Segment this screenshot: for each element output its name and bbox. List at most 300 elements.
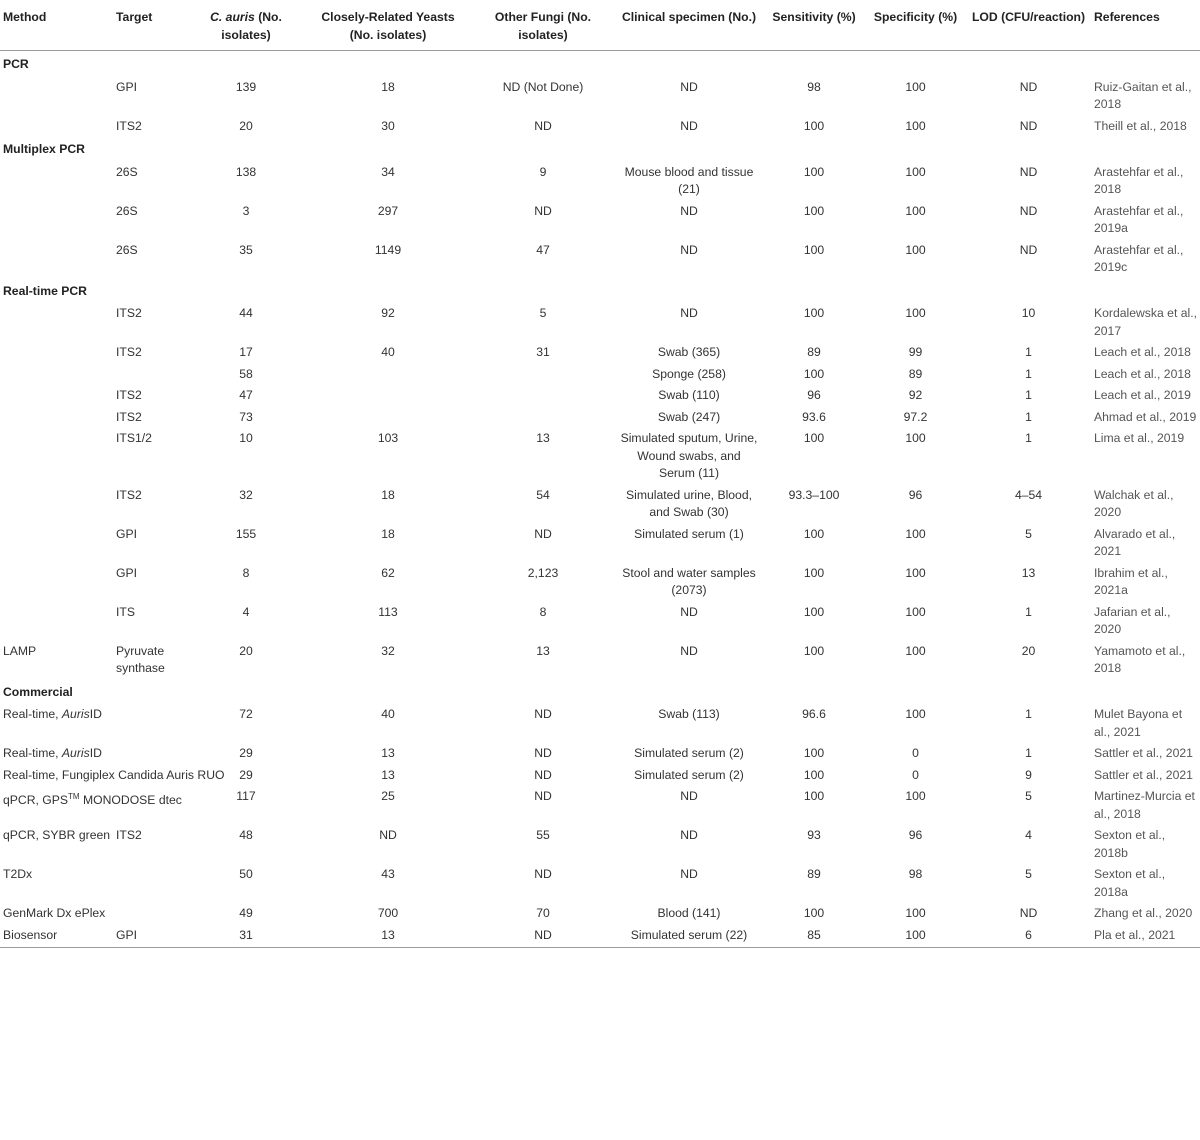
cell-other: ND [534,767,552,782]
cell-closely: 25 [381,789,395,803]
column-header-label: Clinical specimen (No.) [621,10,757,24]
cell-clinical: ND [680,203,698,218]
cell-target: Pyruvate synthase [116,643,165,675]
cell-spec: 100 [905,203,926,218]
table-row [0,115,1200,137]
table-row [0,363,1200,385]
cell-sens: 96.6 [802,707,826,721]
cell-lod: 1 [1025,707,1032,721]
section-row [0,278,1200,303]
method-superscript: TM [68,792,80,801]
cell-spec: 100 [905,118,926,133]
table-row [0,523,1200,562]
table-row [0,703,1200,742]
cell-method [0,239,113,278]
table-row [0,902,1200,924]
cell-target: GPI [116,565,137,580]
cell-sens: 100 [803,431,825,445]
cell-clinical: Simulated serum (1) [634,526,744,541]
table-header [0,0,1200,51]
table-body [0,51,1200,948]
cell-cauris: 117 [236,789,256,803]
cell-other: 2,123 [527,565,559,580]
cell-cauris: 31 [187,924,305,948]
cell-target [113,363,187,385]
cell-sens: 96 [807,388,821,402]
cell-other [471,363,615,385]
cell-lod: 10 [1021,306,1036,320]
cell-closely: 30 [381,118,395,133]
cell-clinical: Stool and water samples (2073) [622,565,756,597]
cell-spec: 100 [905,431,926,445]
cell-lod: ND [1019,242,1038,257]
method-text-suffix: ID [89,707,102,721]
cell-cauris: 139 [235,79,257,94]
column-header-label: Specificity (%) [873,10,958,24]
cell-spec: 100 [905,79,926,94]
cell-closely: 700 [377,906,399,920]
cell-closely: 18 [381,79,395,94]
cell-method: qPCR, SYBR green [3,828,111,842]
cell-lod: 20 [1021,643,1036,658]
cell-lod: 1 [1025,746,1032,760]
cell-target: ITS1/2 [116,431,152,445]
cell-cauris: 73 [239,409,253,424]
cell-closely [305,363,471,385]
cell-closely [305,406,471,428]
table-row [0,484,1200,523]
cell-target: ITS2 [116,388,142,402]
cell-method [0,161,113,200]
cell-target: 26S [116,164,138,179]
cell-spec: 100 [905,306,926,320]
cell-sens: 100 [803,164,825,179]
cell-cauris: 72 [239,707,253,721]
cell-spec: 100 [905,604,926,619]
table-row [0,601,1200,640]
cell-sens: 100 [803,604,825,619]
cell-other: 9 [539,164,547,179]
cell-method [0,76,113,115]
cell-lod: 5 [1025,867,1032,881]
cell-other: 5 [539,306,547,320]
cell-closely: 62 [381,565,395,580]
cell-closely: 32 [381,643,395,658]
cell-lod: 1 [1025,431,1032,445]
cell-refs: Yamamoto et al., 2018 [1094,643,1186,675]
cell-clinical: ND [680,242,698,257]
cell-sens: 100 [803,203,825,218]
cell-sens: 89 [807,867,821,881]
method-text: Real-time, [3,746,62,760]
cell-other: ND [534,203,552,218]
cell-refs: Theill et al., 2018 [1094,118,1187,133]
cell-lod: 9 [1025,767,1032,782]
column-header-label: Method [3,10,47,24]
cell-clinical: ND [680,867,698,881]
cell-closely: 113 [378,604,398,619]
cell-sens: 93 [807,828,821,842]
cell-method [0,115,113,137]
cell-other: 13 [536,643,550,658]
cell-target: 26S [116,242,138,257]
cell-refs: Lima et al., 2019 [1094,431,1185,445]
table-row [0,824,1200,863]
cell-method: T2Dx [3,867,33,881]
cell-method [0,427,113,484]
table-row [0,161,1200,200]
cell-sens: 100 [803,242,825,257]
cell-lod: 5 [1025,789,1032,803]
cell-sens: 100 [803,306,825,320]
cell-closely: 1149 [374,242,402,257]
cell-lod: 1 [1025,409,1032,424]
cell-clinical: Blood (141) [657,906,721,920]
cell-spec: 100 [905,242,926,257]
cell-spec: 100 [905,707,926,721]
cell-refs: Sexton et al., 2018b [1094,828,1166,860]
cell-method [0,200,113,239]
cell-spec: 100 [905,789,926,803]
cell-clinical: ND [680,118,698,133]
cell-method [0,742,113,764]
header-row [0,0,1200,51]
cell-other: 54 [536,487,550,502]
table-row [0,562,1200,601]
cell-cauris: 49 [239,906,253,920]
cell-spec: 98 [908,867,923,881]
cell-clinical: ND [680,789,698,803]
cell-cauris: 3 [242,203,250,218]
cell-clinical: Swab (113) [658,707,720,721]
column-header-sens [763,0,865,51]
cell-clinical: Swab (247) [657,409,721,424]
table-row [0,200,1200,239]
cell-closely: 13 [381,746,395,760]
cell-cauris: 155 [235,526,257,541]
table-row [0,742,1200,764]
cell-closely: 18 [381,526,395,541]
cell-other: 13 [536,431,550,445]
cell-target: ITS2 [116,828,142,842]
cell-other: ND [534,746,552,760]
table-row [0,239,1200,278]
method-text: qPCR, GPS [3,793,69,808]
cell-closely: ND [379,828,397,842]
cell-closely [305,384,471,406]
cell-spec: 99 [908,345,923,359]
cell-refs: Kordalewska et al., 2017 [1094,306,1197,338]
cell-refs: Sattler et al., 2021 [1094,746,1193,760]
cell-closely: 92 [381,306,395,320]
cell-spec: 97.2 [903,409,928,424]
cell-closely: 13 [305,924,471,948]
cell-clinical: Simulated serum (2) [634,746,744,760]
cell-target: ITS [116,604,135,619]
cell-clinical: Swab (365) [657,345,721,359]
column-header-label: Closely-Related Yeasts (No. isolates) [321,10,455,42]
cell-closely: 40 [381,707,395,721]
section-row [0,679,1200,704]
cell-method: LAMP [3,643,37,658]
method-text: Real-time, [3,707,62,721]
cell-sens: 100 [803,767,825,782]
column-header-method [0,0,113,51]
cell-cauris: 10 [239,431,253,445]
cell-clinical: ND [680,306,698,320]
table-row [0,640,1200,679]
section-row [0,136,1200,161]
cell-method [0,703,113,742]
cell-spec: 100 [905,526,926,541]
cell-clinical: Simulated serum (2) [634,767,744,782]
cell-cauris: 35 [239,242,253,257]
cell-sens: 100 [803,366,825,381]
cell-spec: 100 [905,906,926,920]
table-row [0,764,1200,786]
table-row [0,406,1200,428]
cell-target: ITS2 [116,487,142,502]
cell-refs: Ibrahim et al., 2021a [1094,565,1168,597]
table-row [0,384,1200,406]
cell-refs: Zhang et al., 2020 [1094,906,1193,920]
cell-cauris: 32 [239,487,253,502]
cell-sens: 100 [803,118,825,133]
cell-clinical: Swab (110) [658,388,720,402]
cell-spec: 89 [908,366,923,381]
cell-refs: Leach et al., 2018 [1094,366,1191,381]
cell-refs: Arastehfar et al., 2019c [1094,242,1184,274]
cell-lod: 5 [1025,526,1032,541]
cell-lod: 1 [1025,604,1032,619]
cell-closely: 43 [381,867,395,881]
cell-clinical: Simulated urine, Blood, and Swab (30) [625,487,752,519]
cell-spec: 0 [912,746,919,760]
table-row [0,863,1200,902]
cell-clinical: ND [680,828,698,842]
cell-method [0,601,113,640]
method-text-suffix: ID [89,746,102,760]
column-header-italic: C. auris [210,10,255,24]
cell-target: GPI [116,79,137,94]
column-header-clinical [615,0,763,51]
cell-cauris: 50 [239,867,253,881]
method-italic: Auris [61,746,90,760]
cell-cauris: 29 [239,767,253,782]
cell-cauris: 47 [239,388,253,402]
cell-refs: Ahmad et al., 2019 [1094,409,1197,424]
column-header-refs [1091,0,1200,51]
cell-method [0,523,113,562]
cell-lod: ND [1019,118,1038,133]
cell-other: 55 [536,828,550,842]
cell-closely: 103 [377,431,399,445]
section-row [0,51,1200,76]
section-title: Commercial [3,684,73,699]
section-title: Multiplex PCR [3,142,85,156]
cell-target [113,863,187,902]
cell-sens: 100 [803,643,825,658]
cell-refs: Arastehfar et al., 2019a [1094,203,1184,235]
cell-target: GPI [116,526,137,541]
cell-lod: 4 [1025,828,1032,842]
cell-other: ND [534,707,552,721]
section-title: PCR [3,57,29,71]
cell-other: ND [534,118,552,133]
cell-method [0,302,113,341]
cell-other: 8 [539,604,547,619]
cell-sens: 100 [803,906,825,920]
cell-other: ND [534,526,552,541]
cell-cauris: 17 [239,345,253,359]
cell-lod: 1 [1025,366,1032,381]
cell-sens: 93.3–100 [788,487,840,502]
cell-other: ND (Not Done) [502,79,584,94]
method-italic: Auris [61,707,90,721]
cell-clinical: Sponge (258) [652,366,726,381]
cell-spec: 100 [865,924,966,948]
table-row [0,76,1200,115]
cell-cauris: 20 [239,643,253,658]
cell-method [0,406,113,428]
cell-clinical: Simulated sputum, Urine, Wound swabs, and Serum (11) [620,431,758,480]
cell-sens: 100 [803,789,825,803]
cell-clinical: Mouse blood and tissue (21) [624,164,754,196]
cell-other [471,384,615,406]
cell-refs: Pla et al., 2021 [1091,924,1200,948]
cell-closely: 40 [381,345,395,359]
column-header-label: (No. isolates) [221,10,282,42]
cell-lod: ND [1019,203,1038,218]
cell-lod: 1 [1025,388,1032,402]
cell-target [113,902,187,924]
table-row [0,924,1200,948]
column-header-cauris [187,0,305,51]
cell-refs: Alvarado et al., 2021 [1094,526,1176,558]
cell-clinical: ND [680,604,698,619]
cell-cauris: 58 [239,366,253,381]
cell-cauris: 4 [242,604,250,619]
cell-cauris: 138 [235,164,257,179]
cell-method [0,562,113,601]
cell-target: ITS2 [116,409,142,424]
cell-closely: 34 [381,164,395,179]
cell-sens: 93.6 [802,409,826,424]
cell-spec: 0 [912,767,919,782]
cell-method [0,363,113,385]
cell-refs: Walchak et al., 2020 [1094,487,1174,519]
column-header-label: LOD (CFU/reaction) [971,10,1086,24]
cell-cauris: 44 [239,306,253,320]
column-header-label: Target [116,10,153,24]
cell-sens: 100 [803,565,825,580]
cell-refs: Leach et al., 2018 [1094,345,1191,359]
cell-method [0,484,113,523]
cell-sens: 100 [803,746,825,760]
column-header-label: References [1094,10,1160,24]
cell-closely: 18 [381,487,395,502]
column-header-lod [966,0,1091,51]
column-header-spec [865,0,966,51]
cell-target [113,703,187,742]
cell-spec: 92 [908,388,923,402]
cell-sens: 98 [807,79,821,94]
cell-sens: 89 [807,345,821,359]
cell-closely: 297 [377,203,399,218]
column-header-other [471,0,615,51]
cell-target: ITS2 [116,118,142,133]
cell-lod: ND [1019,164,1038,179]
table-row [0,341,1200,363]
cell-clinical: ND [680,79,698,94]
column-header-closely [305,0,471,51]
cell-target: 26S [116,203,138,218]
table-row [0,427,1200,484]
cell-refs: Jafarian et al., 2020 [1094,604,1171,636]
cell-method [0,785,182,824]
cell-other: 31 [536,345,550,359]
cell-cauris: 20 [239,118,253,133]
cell-lod: 1 [1025,345,1032,359]
cell-refs: Arastehfar et al., 2018 [1094,164,1184,196]
cell-target [113,742,187,764]
table-row [0,785,1200,824]
cell-target: ITS2 [116,345,142,359]
cell-other: ND [471,924,615,948]
cell-spec: 96 [908,487,923,502]
cell-spec: 100 [905,565,926,580]
cell-refs: Ruiz-Gaitan et al., 2018 [1094,79,1192,111]
table-row [0,302,1200,341]
cell-target: GPI [113,924,187,948]
cell-method: Real-time, Fungiplex Candida Auris RUO [3,767,225,782]
cell-lod: ND [1019,79,1038,94]
cell-cauris: 8 [242,565,250,580]
cell-lod: ND [1019,906,1038,920]
section-title: Real-time PCR [3,283,87,298]
cell-sens: 100 [803,526,825,541]
cell-method: Biosensor [0,924,113,948]
cell-target: ITS2 [116,306,142,320]
cell-refs: Martinez-Murcia et al., 2018 [1094,789,1195,821]
cell-closely: 13 [381,767,395,782]
cell-lod: 4–54 [1014,487,1043,502]
cell-method [0,341,113,363]
cell-refs: Mulet Bayona et al., 2021 [1094,707,1183,739]
cell-lod: 13 [1021,565,1036,580]
cell-clinical: ND [680,643,698,658]
cell-other: 47 [536,242,550,257]
cell-cauris: 48 [239,828,253,842]
cell-cauris: 29 [239,746,253,760]
column-header-target [113,0,187,51]
cell-clinical: Simulated serum (22) [615,924,763,948]
cell-other: 70 [536,906,550,920]
column-header-label: Sensitivity (%) [772,10,856,24]
cell-spec: 96 [908,828,923,842]
cell-refs: Leach et al., 2019 [1094,388,1191,402]
method-text-suffix: MONODOSE dtec [79,793,182,808]
cell-method: GenMark Dx ePlex [3,906,106,920]
cell-other: ND [534,867,552,881]
cell-spec: 100 [905,643,926,658]
cell-refs: Sexton et al., 2018a [1094,867,1166,899]
column-header-label: Other Fungi (No. isolates) [494,10,592,42]
cell-other [471,406,615,428]
cell-refs: Sattler et al., 2021 [1094,767,1193,782]
cell-spec: 100 [905,164,926,179]
cell-lod: 6 [966,924,1091,948]
